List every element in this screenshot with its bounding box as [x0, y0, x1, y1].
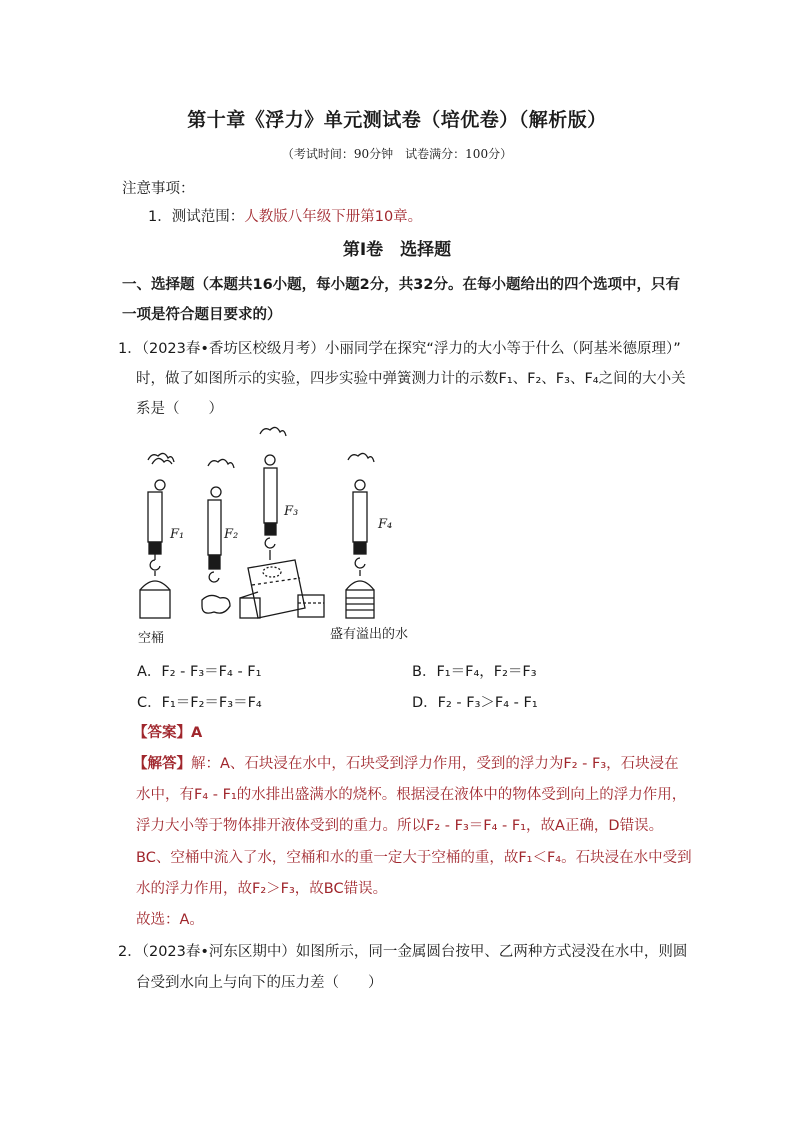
scale-3 [240, 427, 324, 618]
q1-analysis-line-6: 故选：A。 [136, 912, 204, 928]
q1-answer: 【答案】A [133, 725, 203, 741]
q1-analysis-label: 【解答】 [133, 756, 191, 772]
label-f4: F₄ [378, 517, 393, 532]
q1-stem-1: 1．（2023春•香坊区校级月考）小丽同学在探究“浮力的大小等于什么（阿基米德原理）” [118, 341, 681, 357]
notice-item-1 [148, 205, 422, 226]
q1-analysis-line-3: 浮力大小等于物体排开液体受到的重力。所以F₂ - F₃＝F₄ - F₁，故A正确，D错误。 [136, 818, 664, 834]
q1-option-d: D．F₂ - F₃＞F₄ - F₁ [412, 695, 538, 711]
notice-item-1-value: 人教版八年级下册第10章。 [244, 209, 423, 225]
exam-info: （考试时间：90分钟 试卷满分：100分） [281, 147, 513, 161]
q1-stem-3: 系是（ ） [136, 401, 223, 417]
q2-stem-1: 2．（2023春•河东区期中）如图所示，同一金属圆台按甲、乙两种方式浸没在水中，则圆 [118, 944, 688, 960]
part1-instructions-1: 一、选择题（本题共16小题，每小题2分，共32分。在每小题给出的四个选项中，只有 [122, 277, 680, 293]
q1-stem-2: 时，做了如图所示的实验，四步实验中弹簧测力计的示数F₁、F₂、F₃、F₄之间的大小关 [136, 371, 686, 387]
page-title: 第十章《浮力》单元测试卷（培优卷）（解析版） [187, 109, 607, 131]
q1-analysis-text-1: 解：A、石块浸在水中，石块受到浮力作用，受到的浮力为F₂ - F₃，石块浸在 [191, 756, 679, 772]
section-title: 第Ⅰ卷 选择题 [342, 240, 452, 260]
scale-1 [140, 453, 174, 618]
part1-instructions-2: 一项是符合题目要求的） [122, 307, 282, 323]
notice-heading: 注意事项： [122, 181, 195, 197]
spring-scale-diagram [130, 420, 460, 650]
q1-option-a: A．F₂ - F₃＝F₄ - F₁ [137, 664, 262, 680]
notice-item-1-prefix: 1．测试范围： [148, 209, 245, 225]
q1-option-b: B．F₁＝F₄，F₂＝F₃ [412, 664, 537, 680]
q2-stem-2: 台受到水向上与向下的压力差（ ） [136, 975, 383, 991]
q1-analysis-line-5: 水的浮力作用，故F₂＞F₃，故BC错误。 [136, 881, 388, 897]
caption-overflow-water: 盛有溢出的水 [330, 627, 409, 642]
q1-analysis-line-4: BC、空桶中流入了水，空桶和水的重一定大于空桶的重，故F₁＜F₄。石块浸在水中受到 [136, 850, 692, 866]
q1-analysis-line-2: 水中，有F₄ - F₁的水排出盛满水的烧杯。根据浸在液体中的物体受到向上的浮力作用， [136, 787, 687, 803]
q1-option-c: C．F₁＝F₂＝F₃＝F₄ [137, 695, 262, 711]
q1-analysis-line-1 [133, 752, 679, 773]
scale-4 [346, 453, 374, 618]
label-f1: F₁ [170, 527, 185, 542]
label-f2: F₂ [224, 527, 239, 542]
q1-figure [130, 420, 460, 650]
caption-empty-bucket: 空桶 [138, 631, 165, 646]
label-f3: F₃ [284, 504, 299, 519]
